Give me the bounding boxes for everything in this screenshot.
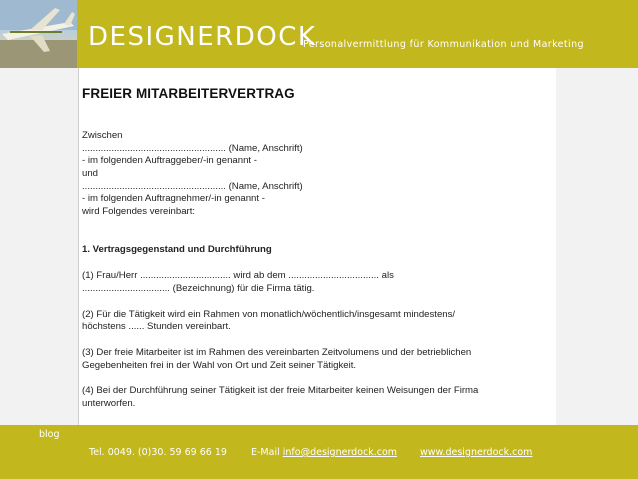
email-contact [251, 447, 397, 458]
document-line: ...................................................... (Name, Anschrift) [82, 143, 303, 154]
document-line: ................................. (Bezeichnung) für die Firma tätig. [82, 283, 315, 294]
document-line: Zwischen [82, 130, 123, 141]
document-line: - im folgenden Auftragnehmer/-in genannt - [82, 193, 265, 204]
email-label: E-Mail [251, 447, 280, 458]
document-page [78, 68, 556, 425]
blog-link[interactable]: blog [39, 429, 60, 440]
document-line: und [82, 168, 99, 179]
document-line: Gegebenheiten frei in der Wahl von Ort und Zeit seiner Tätigkeit. [82, 360, 357, 371]
brand-tagline: Personalvermittlung für Kommunikation und Marketing [303, 39, 584, 50]
document-line: wird Folgendes vereinbart: [82, 206, 196, 217]
section-heading: 1. Vertragsgegenstand und Durchführung [82, 244, 272, 255]
header-photo-airplane [0, 0, 77, 68]
footer-bar [0, 425, 638, 479]
email-link[interactable]: info@designerdock.com [282, 447, 398, 458]
document-line: - im folgenden Auftraggeber/-in genannt - [82, 155, 257, 166]
document-line: (2) Für die Tätigkeit wird ein Rahmen von monatlich/wöchentlich/insgesamt mindestens/ [82, 309, 456, 320]
document-line: (1) Frau/Herr .................................. wird ab dem .................................. als [82, 270, 394, 281]
document-line: (4) Bei der Durchführung seiner Tätigkeit ist der freie Mitarbeiter keinen Weisungen der Firma [82, 385, 479, 396]
brand-logo[interactable]: DESIGNERDOCK [88, 22, 317, 52]
header-bar [0, 0, 638, 68]
document-line: höchstens ...... Stunden vereinbart. [82, 321, 231, 332]
document-line: ...................................................... (Name, Anschrift) [82, 181, 303, 192]
website-link[interactable]: www.designerdock.com [420, 447, 533, 458]
phone-number: Tel. 0049. (0)30. 59 69 66 19 [89, 447, 227, 458]
document-line: unterworfen. [82, 398, 136, 409]
website-contact [420, 447, 532, 458]
airplane-photo-icon [0, 0, 77, 68]
document-line: (3) Der freie Mitarbeiter ist im Rahmen des vereinbarten Zeitvolumens und der betrieblichen [82, 347, 472, 358]
document-title: FREIER MITARBEITERVERTRAG [82, 86, 295, 101]
